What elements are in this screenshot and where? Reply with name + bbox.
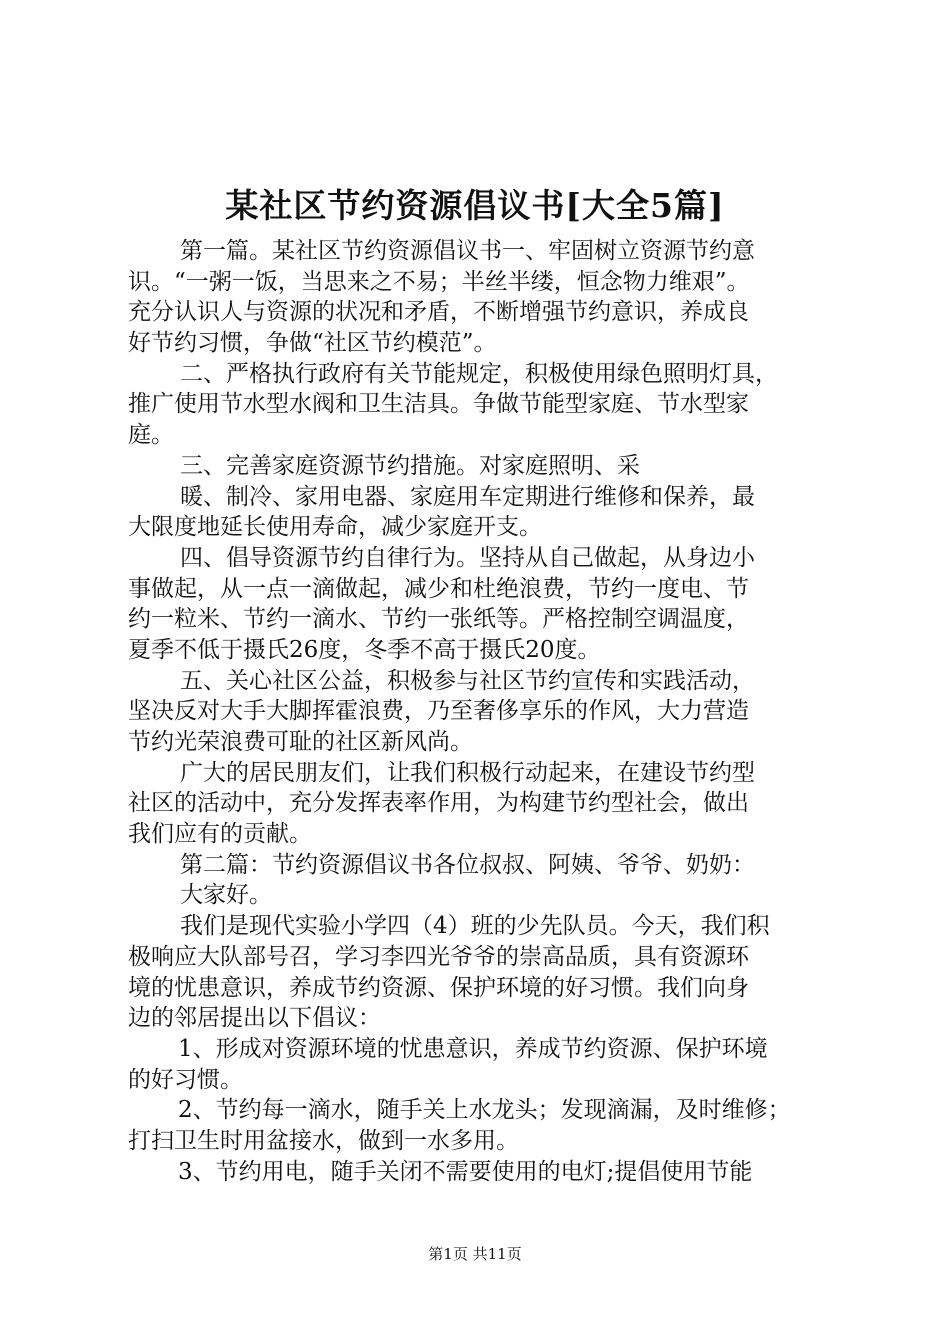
- text-line: 广大的居民朋友们，让我们积极行动起来，在建设节约型: [180, 759, 755, 786]
- text-line: 节约光荣浪费可耻的社区新风尚。: [128, 729, 473, 755]
- text-line: 境的忧患意识，养成节约资源、保护环境的好习惯。我们向身: [128, 974, 749, 1001]
- document-body: [128, 236, 844, 1187]
- text-line: 边的邻居提出以下倡议：: [128, 1005, 381, 1032]
- text-line: 社区的活动中，充分发挥表率作用，为构建节约型社会，做出: [128, 790, 749, 817]
- text-line: 五、关心社区公益，积极参与社区节约宣传和实践活动，: [180, 667, 755, 694]
- text-line: 夏季不低于摄氏26度，冬季不高于摄氏20度。: [128, 636, 601, 663]
- text-line: 大家好。: [180, 882, 272, 909]
- text-line: 打扫卫生时用盆接水，做到一水多用。: [128, 1127, 519, 1154]
- text-line: 推广使用节水型水阀和卫生洁具。争做节能型家庭、节水型家: [128, 391, 749, 418]
- text-line: 3、节约用电，随手关闭不需要使用的电灯;提倡使用节能: [178, 1158, 753, 1185]
- text-line: 暖、制冷、家用电器、家庭用车定期进行维修和保养，最: [180, 483, 755, 510]
- text-line: 二、严格执行政府有关节能规定，积极使用绿色照明灯具，: [180, 360, 778, 387]
- text-line: 庭。: [128, 422, 174, 449]
- text-line: 第一篇。某社区节约资源倡议书一、牢固树立资源节约意: [180, 238, 755, 264]
- text-line: 第二篇：节约资源倡议书各位叔叔、阿姨、爷爷、奶奶：: [180, 851, 755, 878]
- text-line: 三、完善家庭资源节约措施。对家庭照明、采: [180, 452, 640, 479]
- text-line: 2、节约每一滴水，随手关上水龙头；发现滴漏，及时维修；: [178, 1097, 791, 1124]
- text-line: 我们是现代实验小学四（4）班的少先队员。今天，我们积: [180, 913, 770, 940]
- text-line: 约一粒米、节约一滴水、节约一张纸等。严格控制空调温度，: [128, 606, 749, 633]
- text-line: 极响应大队部号召，学习李四光爷爷的崇高品质，具有资源环: [128, 943, 749, 970]
- text-line: 识。“一粥一饭，当思来之不易；半丝半缕，恒念物力维艰”。: [128, 268, 750, 295]
- text-line: 大限度地延长使用寿命，减少家庭开支。: [128, 514, 542, 541]
- text-line: 好节约习惯，争做“社区节约模范”。: [128, 330, 497, 357]
- document-title: 某社区节约资源倡议书[大全5篇]: [225, 186, 725, 225]
- text-line: 的好习惯。: [128, 1066, 243, 1093]
- text-line: 我们应有的贡献。: [128, 821, 312, 848]
- text-line: 1、形成对资源环境的忧患意识，养成节约资源、保护环境: [178, 1035, 768, 1062]
- text-line: 坚决反对大手大脚挥霍浪费，乃至奢侈享乐的作风，大力营造: [128, 698, 749, 725]
- text-line: 充分认识人与资源的状况和矛盾，不断增强节约意识，养成良: [128, 299, 749, 326]
- text-line: 四、倡导资源节约自律行为。坚持从自己做起，从身边小: [180, 544, 755, 571]
- page-footer: 第1页 共11页: [428, 1245, 522, 1263]
- text-line: 事做起，从一点一滴做起，减少和杜绝浪费，节约一度电、节: [128, 575, 749, 602]
